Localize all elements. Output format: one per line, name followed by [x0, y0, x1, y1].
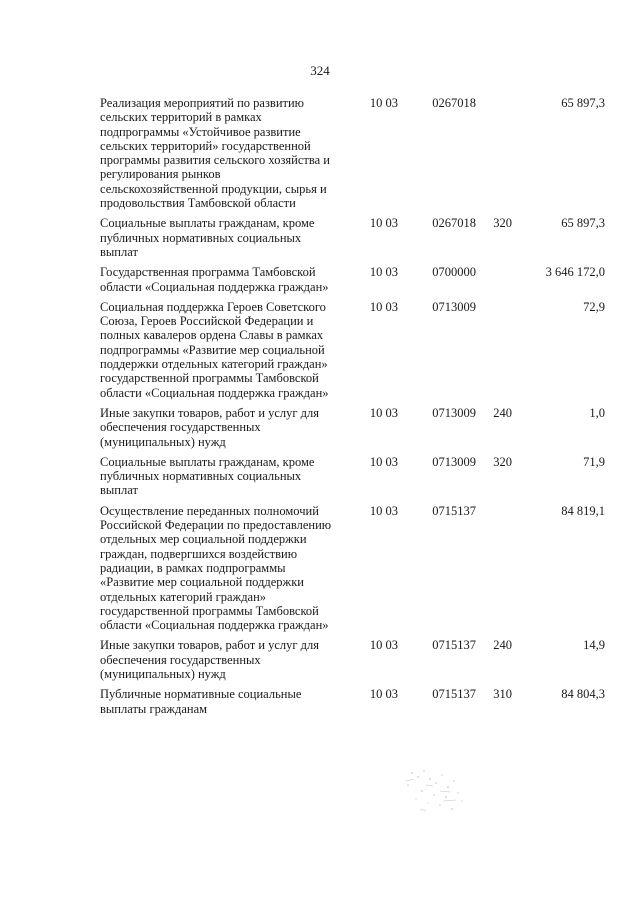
- row-name: Осуществление переданных полномочий Российской Федерации по предоставлению отдельных мер социальной поддержки граждан, подвергшихся воздействию радиации, в рамках подпрограммы «Развитие мер социальной поддержки отдельных категорий граждан» государственной программы Тамбовской области «Социальная поддержка граждан»: [100, 503, 332, 633]
- row-name: Иные закупки товаров, работ и услуг для обеспечения государственных (муниципальных) нужд: [100, 405, 320, 449]
- row-target-code: 0267018: [432, 96, 476, 110]
- row-section: 10 03: [369, 299, 398, 314]
- budget-table: [100, 96, 605, 722]
- table-row: [100, 406, 605, 455]
- table-row: [100, 687, 605, 722]
- stamp-traces: [400, 765, 470, 820]
- row-name: Публичные нормативные социальные выплаты гражданам: [100, 687, 302, 716]
- table-row: [100, 265, 605, 300]
- row-expense-type: [476, 96, 512, 216]
- row-target-code: 0715137: [432, 503, 476, 518]
- row-section: 10 03: [369, 454, 398, 469]
- row-amount: 65 897,3: [561, 216, 605, 231]
- row-section: 10 03: [369, 216, 398, 231]
- table-row: [100, 504, 605, 639]
- row-amount: 14,9: [583, 638, 605, 653]
- row-amount: 72,9: [583, 299, 605, 314]
- table-row: [100, 638, 605, 687]
- row-section: 10 03: [369, 265, 398, 280]
- row-amount: 1,0: [589, 405, 605, 420]
- row-amount: 65 897,3: [561, 96, 605, 110]
- row-name: Реализация мероприятий по развитию сельских территорий в рамках подпрограммы «Устойчивое развитие сельских территорий» государственной программы развития сельского хозяйства и регулирования рынков сельскохозяйственной продукции, сырья и продовольствия Тамбовской области: [100, 96, 330, 211]
- row-expense-type: 320: [493, 454, 512, 469]
- row-name: Социальная поддержка Героев Советского Союза, Героев Российской Федерации и полных кавалеров ордена Славы в рамках подпрограммы «Развитие мер социальной поддержки отдельных категорий граждан» государственной программы Тамбовской области «Социальная поддержка граждан»: [100, 299, 329, 400]
- row-target-code: 0715137: [432, 687, 476, 702]
- row-expense-type: 240: [493, 405, 512, 420]
- row-target-code: 0713009: [432, 454, 476, 469]
- row-expense-type: [476, 300, 512, 406]
- row-target-code: 0713009: [432, 405, 476, 420]
- row-expense-type: 320: [493, 216, 512, 231]
- row-expense-type: 240: [493, 638, 512, 653]
- row-target-code: 0713009: [432, 299, 476, 314]
- table-row: [100, 300, 605, 406]
- row-name: Социальные выплаты гражданам, кроме публичных нормативных социальных выплат: [100, 216, 315, 259]
- row-section: 10 03: [369, 687, 398, 702]
- row-section: 10 03: [369, 96, 398, 110]
- row-name: Социальные выплаты гражданам, кроме публичных нормативных социальных выплат: [100, 454, 315, 498]
- row-section: 10 03: [369, 503, 398, 518]
- row-target-code: 0700000: [432, 265, 476, 280]
- table-row: [100, 96, 605, 216]
- row-target-code: 0267018: [432, 216, 476, 231]
- row-amount: 84 819,1: [561, 503, 605, 518]
- table-row: [100, 216, 605, 265]
- row-name: Государственная программа Тамбовской области «Социальная поддержка граждан»: [100, 265, 329, 294]
- row-target-code: 0715137: [432, 638, 476, 653]
- row-section: 10 03: [369, 405, 398, 420]
- row-expense-type: [476, 504, 512, 639]
- page-number: 324: [310, 63, 330, 78]
- row-amount: 71,9: [583, 454, 605, 469]
- row-section: 10 03: [369, 638, 398, 653]
- row-expense-type: 310: [493, 687, 512, 702]
- row-amount: 84 804,3: [561, 687, 605, 702]
- table-row: [100, 455, 605, 504]
- row-name: Иные закупки товаров, работ и услуг для обеспечения государственных (муниципальных) нужд: [100, 638, 320, 681]
- row-expense-type: [476, 265, 512, 300]
- row-amount: 3 646 172,0: [545, 265, 605, 280]
